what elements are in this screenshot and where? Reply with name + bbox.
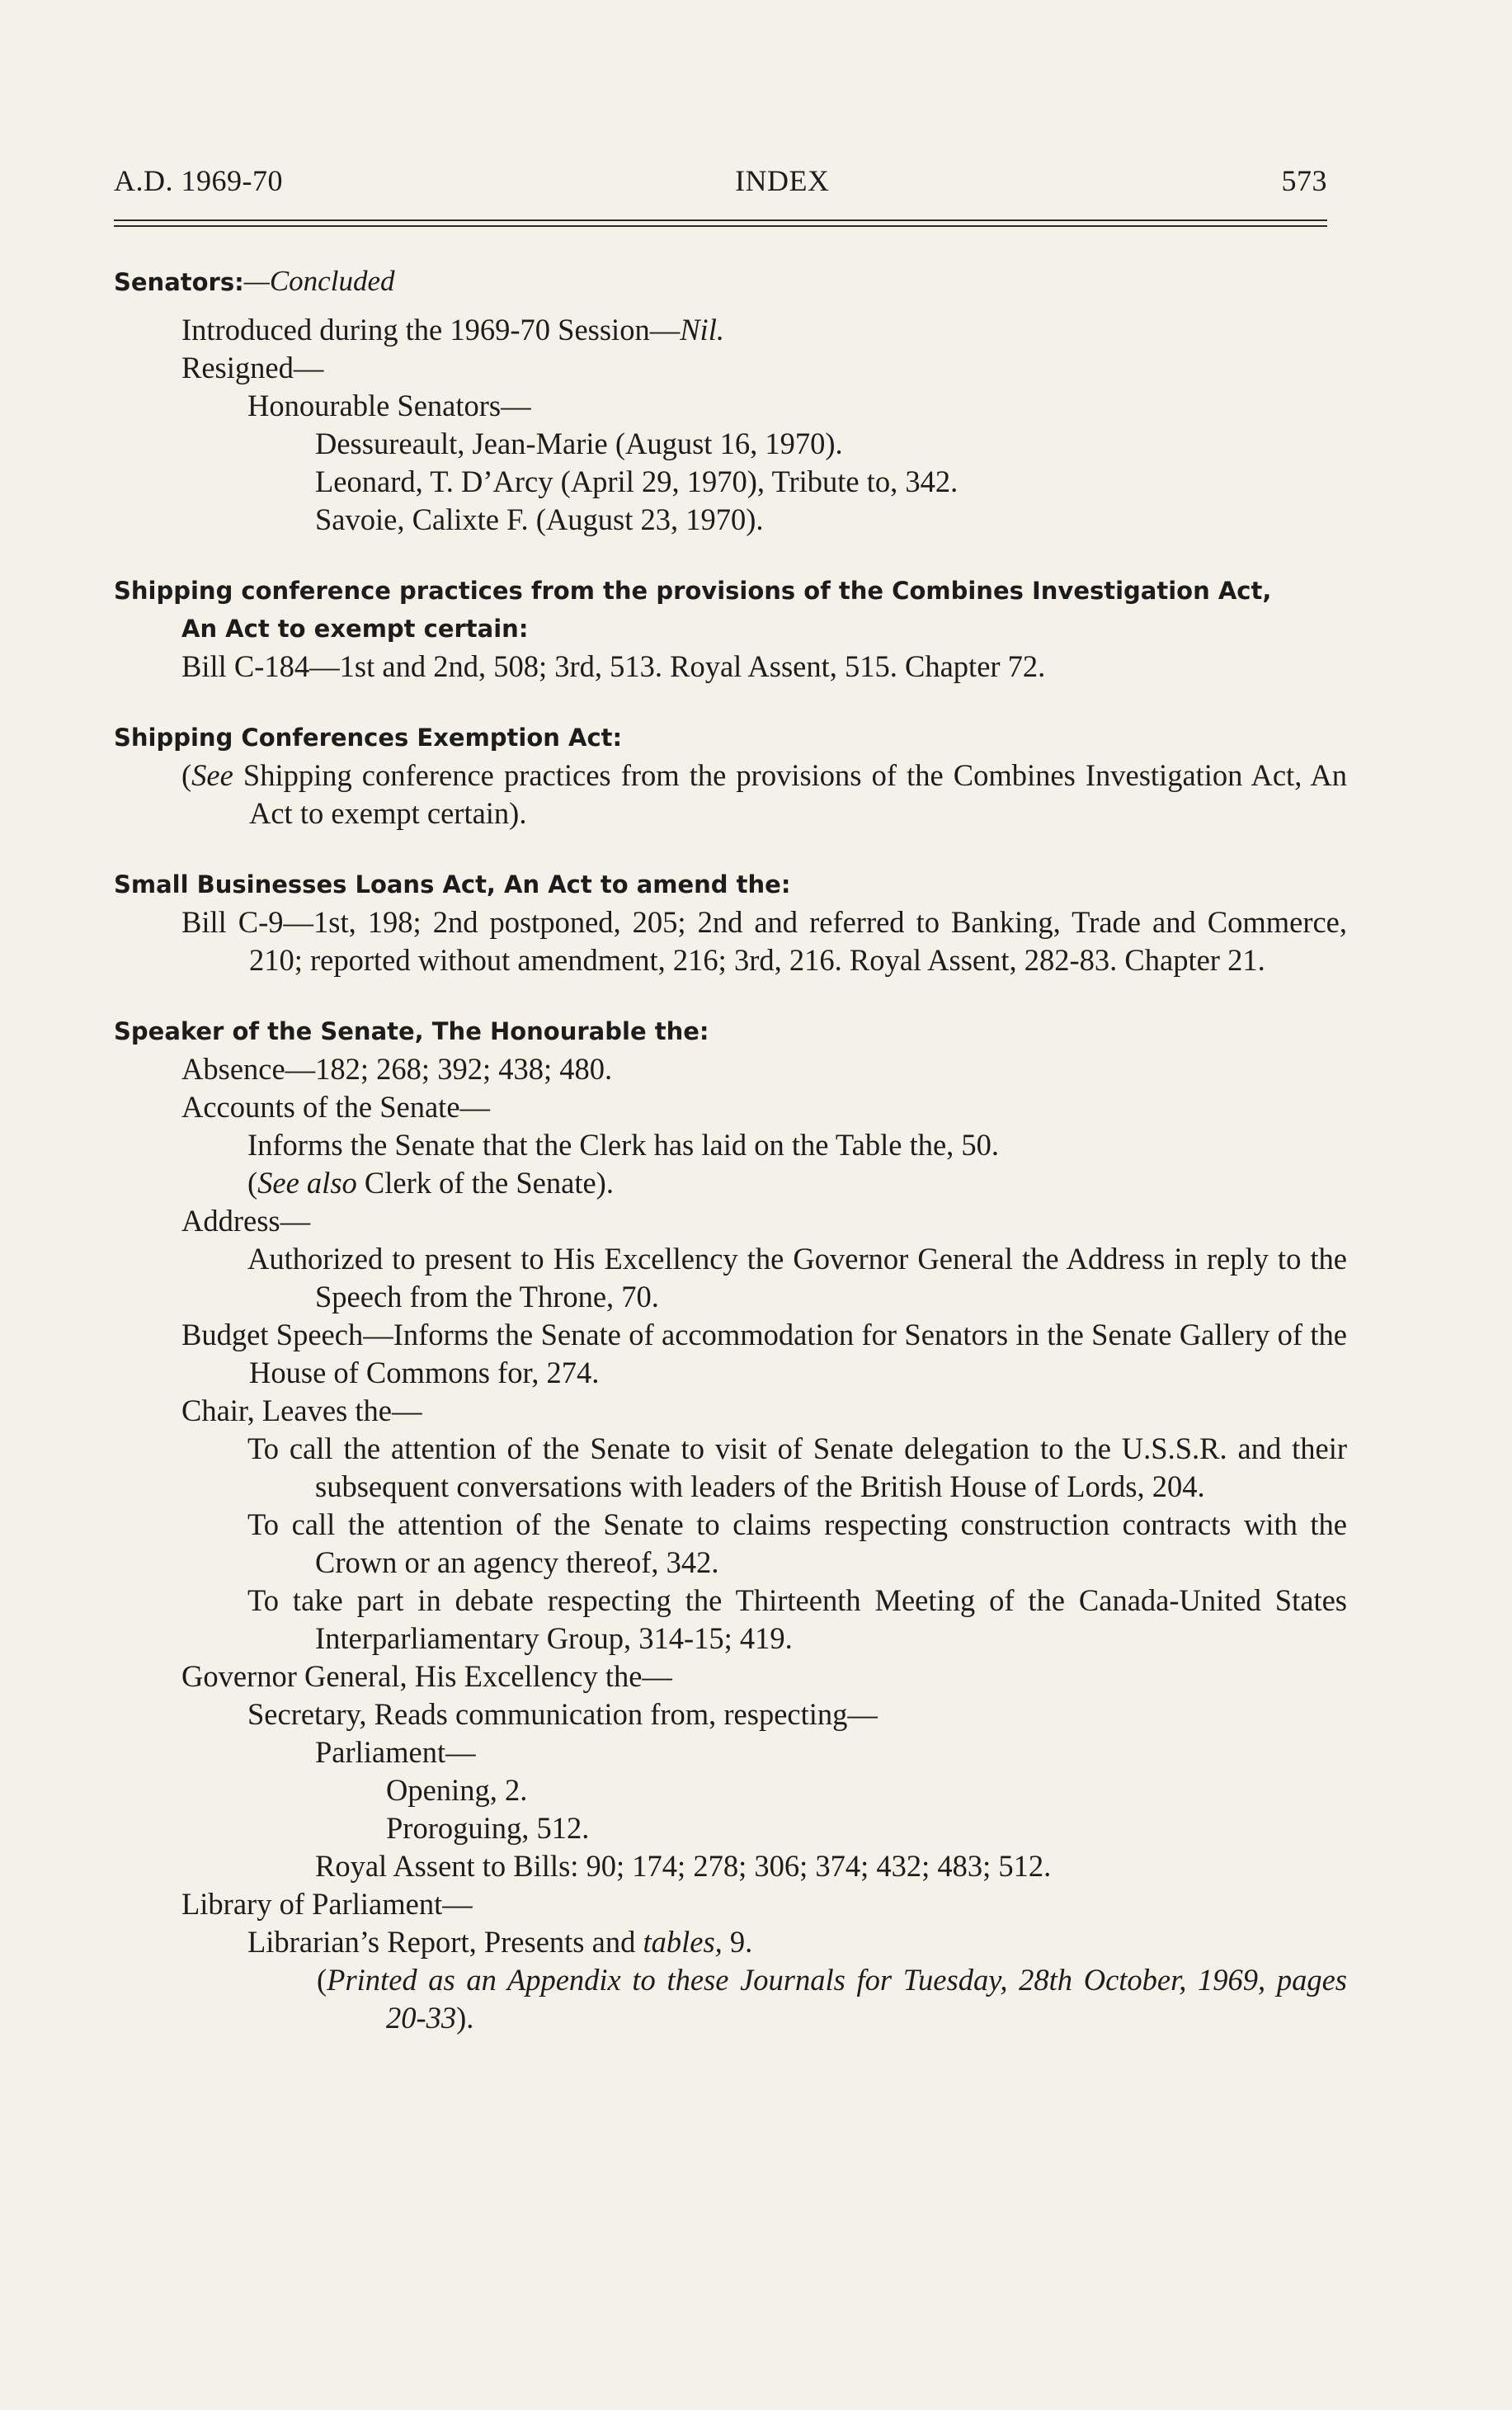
entry-heading-shipping-exemption: Shipping Conferences Exemption Act: bbox=[114, 724, 623, 752]
index-content bbox=[114, 262, 1347, 2037]
cross-reference: (See Shipping conference practices from the provisions of the Combines Investigation Act, An Act to exempt certain). bbox=[181, 758, 1347, 830]
header-date: A.D. 1969-70 bbox=[114, 164, 283, 197]
subentry: To call the attention of the Senate to visit of Senate delegation to the U.S.S.R. and their subsequent conversations with leaders of the British House of Lords, 204. bbox=[247, 1431, 1347, 1503]
subentry: Secretary, Reads communication from, respecting— bbox=[247, 1697, 878, 1731]
appendix-note: (Printed as an Appendix to these Journals for Tuesday, 28th October, 1969, pages 20-33). bbox=[317, 1963, 1347, 2035]
subentry: Accounts of the Senate— bbox=[181, 1090, 491, 1124]
subentry: Address— bbox=[181, 1204, 311, 1238]
subentry: Budget Speech—Informs the Senate of accommodation for Senators in the Senate Gallery of the House of Commons for, 274. bbox=[181, 1318, 1347, 1389]
subentry: Librarian’s Report, Presents and tables, 9. bbox=[247, 1925, 753, 1959]
subentry: Savoie, Calixte F. (August 23, 1970). bbox=[315, 502, 764, 536]
subentry: Bill C-9—1st, 198; 2nd postponed, 205; 2nd and referred to Banking, Trade and Commerce, 210; reported without amendment, 216; 3rd, 216. Royal Assent, 282-83. Chapter 21. bbox=[181, 905, 1347, 977]
subentry: Absence—182; 268; 392; 438; 480. bbox=[181, 1052, 613, 1086]
subentry: To call the attention of the Senate to claims respecting construction contracts with the Crown or an agency thereof, 342. bbox=[247, 1507, 1347, 1579]
entry-heading-shipping-conference: Shipping conference practices from the provisions of the Combines Investigation Act, An Act to exempt certain: bbox=[114, 577, 1272, 643]
subentry: Leonard, T. D’Arcy (April 29, 1970), Tribute to, 342. bbox=[315, 465, 959, 498]
subentry: Resigned— bbox=[181, 351, 324, 384]
subentry: Dessureault, Jean-Marie (August 16, 1970). bbox=[315, 427, 843, 460]
entry-heading-speaker: Speaker of the Senate, The Honourable the: bbox=[114, 1017, 709, 1045]
subentry: To take part in debate respecting the Thirteenth Meeting of the Canada-United States Interparliamentary Group, 314-15; 419. bbox=[247, 1583, 1347, 1655]
subentry: Governor General, His Excellency the— bbox=[181, 1659, 672, 1693]
subentry: Informs the Senate that the Clerk has laid on the Table the, 50. bbox=[247, 1128, 1000, 1162]
header-title: INDEX bbox=[735, 164, 830, 197]
subentry: Honourable Senators— bbox=[247, 389, 531, 422]
running-head bbox=[114, 163, 1327, 198]
subentry: Opening, 2. bbox=[386, 1773, 528, 1807]
entry-heading-senators: Senators:—Concluded bbox=[114, 265, 395, 297]
subentry: Bill C-184—1st and 2nd, 508; 3rd, 513. Royal Assent, 515. Chapter 72. bbox=[181, 649, 1046, 683]
header-double-rule bbox=[114, 219, 1327, 227]
entry-heading-small-businesses: Small Businesses Loans Act, An Act to amend the: bbox=[114, 870, 791, 898]
subentry: Authorized to present to His Excellency the Governor General the Address in reply to the Speech from the Throne, 70. bbox=[247, 1242, 1347, 1313]
subentry: Library of Parliament— bbox=[181, 1887, 473, 1921]
subentry: Royal Assent to Bills: 90; 174; 278; 306; 374; 432; 483; 512. bbox=[315, 1849, 1052, 1883]
header-page-number: 573 bbox=[1281, 164, 1327, 197]
subentry: Parliament— bbox=[315, 1735, 476, 1769]
subentry: Introduced during the 1969-70 Session—Nil. bbox=[181, 313, 724, 347]
cross-reference: (See also Clerk of the Senate). bbox=[247, 1166, 614, 1200]
subentry: Proroguing, 512. bbox=[386, 1811, 590, 1845]
subentry: Chair, Leaves the— bbox=[181, 1394, 422, 1427]
